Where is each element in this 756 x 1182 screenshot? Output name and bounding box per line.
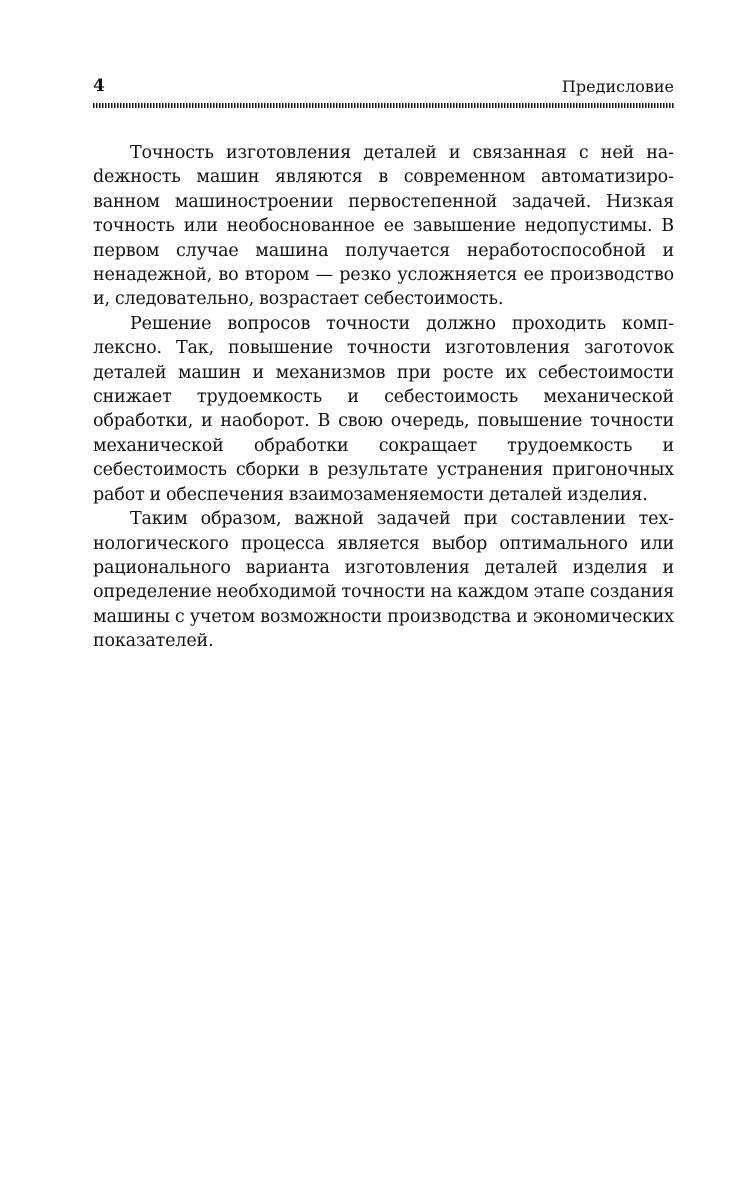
header-dotted-rule [93,103,674,108]
page-number: 4 [93,76,105,96]
running-head [93,76,674,98]
paragraph-1: Точность изготовления деталей и связанная с ней наdежность машин являются в современном автоматизированном машиностроении первостепенной задачей. Низкая точность или необоснованное ее завышение недопустимы. В первом случае машина получается неработоспособной и ненадежной, во втором — резко усложняется ее производство и, следовательно, возрастает себестоимость. [93,143,674,310]
body-text [93,141,674,654]
section-title: Предисловие [561,77,674,96]
paragraph-3: Таким образом, важной задачей при составлении технологического процесса является выбор оптимального или рационального варианта изготовления деталей изделия и определение необходимой точности на каждом этапе создания машины с учетом возможности производства и экономических показателей. [93,509,674,652]
paragraph-2: Решение вопросов точности должно проходить комплексно. Так, повышение точности изготовления заготоvок деталей машин и механизмов при росте их себестоимости снижает трудоемкость и себестоимость механической обработки, и наоборот. В свою очередь, повышение точности механической обработки сокращает трудоемкость и себестоимость сборки в результате устранения пригоночных работ и обеспечения взаимозаменяемости деталей изделия. [93,313,674,505]
